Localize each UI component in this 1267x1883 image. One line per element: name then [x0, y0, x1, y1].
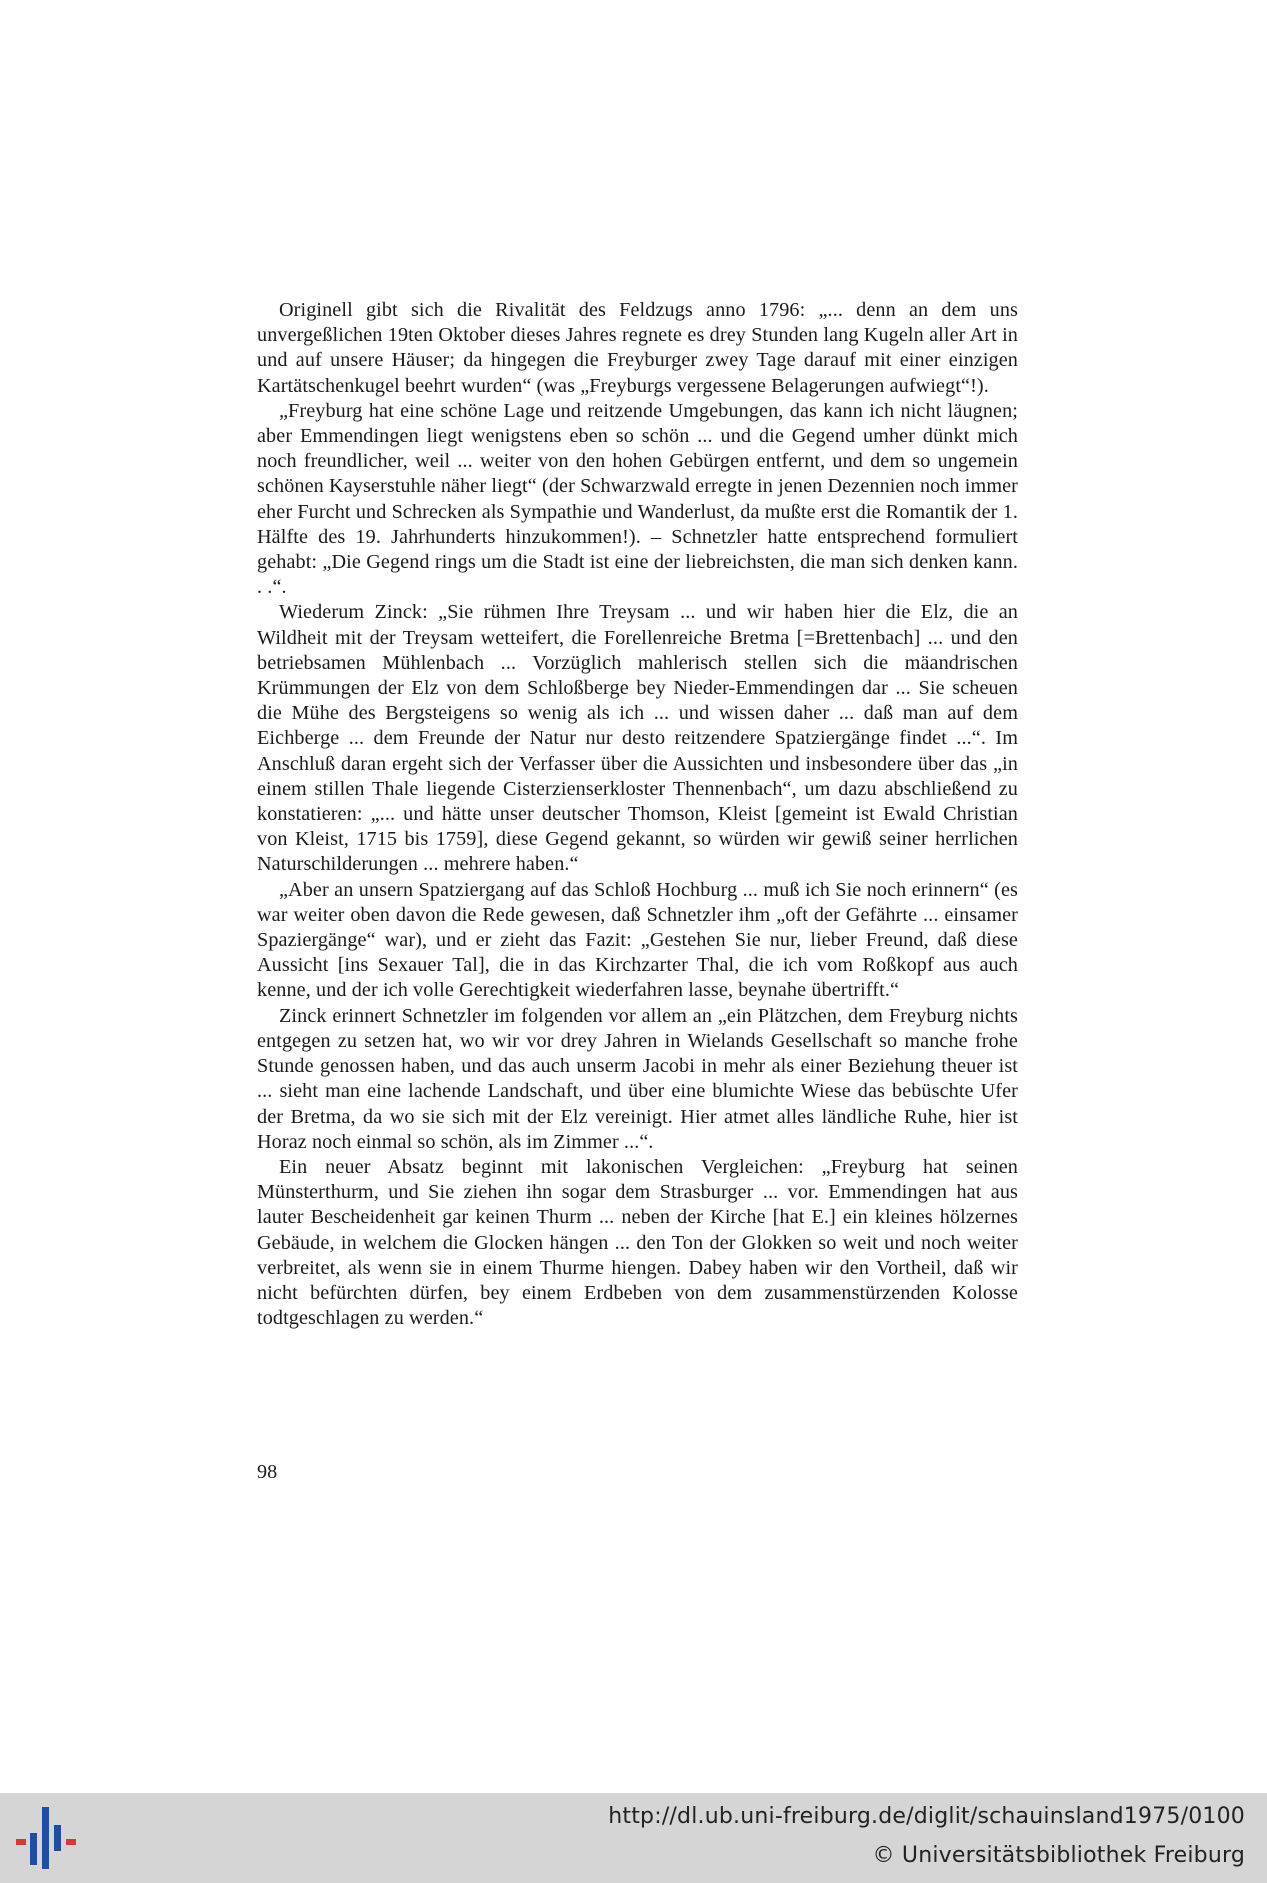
paragraph-3: Wiederum Zinck: „Sie rühmen Ihre Treysam ... und wir haben hier die Elz, die an Wildheit mit der Treysam wetteifert, die Forellenreiche Bretma [=Brettenbach] ... und den betriebsamen Mühlenbach ... Vorzüglich mahlerisch stellen sich die mäandrischen Krümmungen der Elz von dem Schloßberge bey Nieder-Emmendingen dar ... Sie scheuen die Mühe des Bergsteigens so wenig als ich ... und wissen daher ... daß man auf dem Eichberge ... dem Freunde der Natur nur desto reitzendere Spatziergänge findet ...“. Im Anschluß daran ergeht sich der Verfasser über die Aussichten und insbesondere über das „in einem stillen Thale liegende Cisterzienserkloster Thennenbach“, um dazu abschließend zu konstatieren: „... und hätte unser deutscher Thomson, Kleist [gemeint ist Ewald Christian von Kleist, 1715 bis 1759], diese Gegend gekannt, so würden wir gewiß seiner herrlichen Naturschilderungen ... mehrere haben.“ — [257, 601, 1018, 876]
paragraph-2: „Freyburg hat eine schöne Lage und reitzende Umgebungen, das kann ich nicht läugnen; aber Emmendingen liegt wenigstens eben so schön ... und die Gegend umher dünkt mich noch freundlicher, weil ... weiter von den hohen Gebürgen entfernt, und dem so ungemein schönen Kayserstuhle näher liegt“ (der Schwarzwald erregte in jenen Dezennien noch immer eher Furcht und Schrecken als Sympathie und Wanderlust, da mußte erst die Romantik der 1. Hälfte des 19. Jahrhunderts hinzukommen!). – Schnetzler hatte entsprechend formuliert gehabt: „Die Gegend rings um die Stadt ist eine der liebreichsten, die man sich denken kann. . .“. — [257, 399, 1018, 599]
paragraph-1: Originell gibt sich die Rivalität des Feldzugs anno 1796: „... denn an dem uns unvergeßlichen 19ten Oktober dieses Jahres regnete es drey Stunden lang Kugeln aller Art in und auf unsere Häuser; da hingegen die Freyburger zwey Tage darauf mit einer einzigen Kartätschenkugel beehrt wurden“ (was „Freyburgs vergessene Belagerungen aufwiegt“!). — [257, 299, 1018, 397]
copyright-notice: © Universitätsbibliothek Freiburg — [872, 1843, 1245, 1868]
source-url-link[interactable]: http://dl.ub.uni-freiburg.de/diglit/schauinsland1975/0100 — [608, 1804, 1245, 1829]
paragraph-4: „Aber an unsern Spatziergang auf das Schloß Hochburg ... muß ich Sie noch erinnern“ (es war weiter oben davon die Rede gewesen, daß Schnetzler ihm „oft der Gefährte ... einsamer Spaziergänge“ war), und er zieht das Fazit: „Gestehen Sie nur, lieber Freund, daß diese Aussicht [ins Sexauer Tal], die in das Kirchzarter Thal, die ich vom Roßkopf aus auch kenne, und der ich volle Gerechtigkeit wiederfahren lasse, beynahe übertrifft.“ — [257, 878, 1018, 1002]
ub-freiburg-logo-icon[interactable] — [14, 1803, 80, 1873]
paragraph-6: Ein neuer Absatz beginnt mit lakonischen Vergleichen: „Freyburg hat seinen Münsterthurm, und Sie ziehen ihn sogar dem Strasburger ... vor. Emmendingen hat aus lauter Bescheidenheit gar keinen Thurm ... neben der Kirche [hat E.] ein kleines hölzernes Gebäude, in welchem die Glocken hängen ... den Ton der Glokken so weit und noch weiter verbreitet, als wenn sie in einem Thurme hiengen. Dabey haben wir den Vortheil, daß wir nicht befürchten dürfen, bey einem Erdbeben von dem zusammenstürzenden Kolosse todtgeschlagen zu werden.“ — [257, 1155, 1018, 1330]
page-number: 98 — [257, 1461, 278, 1483]
footer-bar — [0, 1793, 1267, 1883]
body-text — [257, 298, 1018, 1331]
paragraph-5: Zinck erinnert Schnetzler im folgenden vor allem an „ein Plätzchen, dem Freyburg nichts entgegen zu setzen hat, wo wir vor drey Jahren in Wielands Gesellschaft so manche frohe Stunde genossen haben, und das auch unserm Jacobi in mehr als einer Beziehung theuer ist ... sieht man eine lachende Landschaft, und über eine blumichte Wiese das bebüschte Ufer der Bretma, da wo sie sich mit der Elz vereinigt. Hier atmet alles ländliche Ruhe, hier ist Horaz noch einmal so schön, als im Zimmer ...“. — [257, 1004, 1018, 1153]
